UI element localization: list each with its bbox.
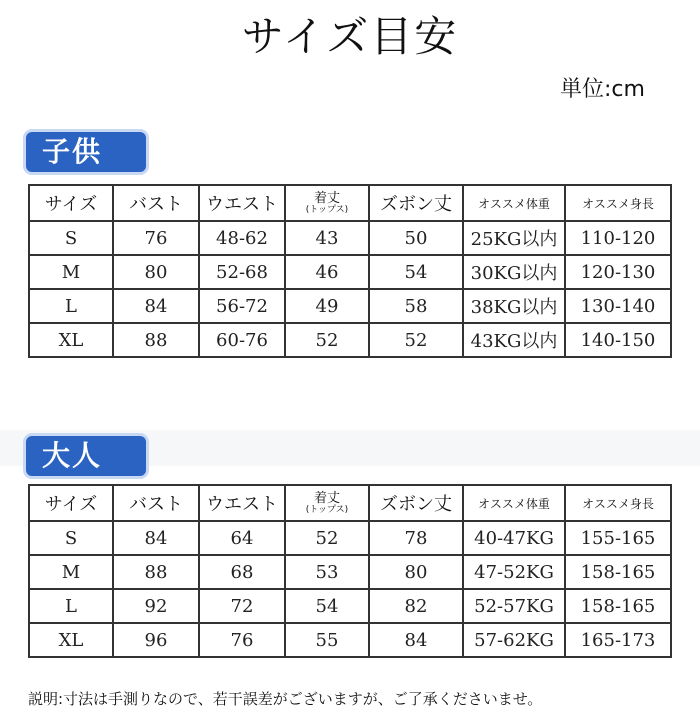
- header-waist: ウエスト: [199, 485, 285, 521]
- cell: 43: [285, 221, 369, 255]
- disclaimer-note: 説明:寸法は手測りなので、若干誤差がございますが、ご了承くださいませ。: [28, 690, 543, 708]
- table-row: [29, 555, 671, 589]
- cell: L: [29, 589, 113, 623]
- header-waist: ウエスト: [199, 185, 285, 221]
- cell: 54: [285, 589, 369, 623]
- cell: 55: [285, 623, 369, 657]
- cell: 52-57KG: [463, 589, 565, 623]
- adults-section-badge: 大人: [26, 436, 146, 476]
- cell: S: [29, 221, 113, 255]
- cell: 88: [113, 323, 199, 357]
- cell: 30KG以内: [463, 255, 565, 289]
- cell: M: [29, 555, 113, 589]
- cell: 40-47KG: [463, 521, 565, 555]
- cell: 53: [285, 555, 369, 589]
- header-height: オススメ身長: [565, 185, 671, 221]
- cell: 52: [285, 521, 369, 555]
- table-row: [29, 521, 671, 555]
- cell: 155-165: [565, 521, 671, 555]
- adults-size-table: [28, 484, 672, 658]
- header-height: オススメ身長: [565, 485, 671, 521]
- cell: 130-140: [565, 289, 671, 323]
- table-row: [29, 221, 671, 255]
- cell: 84: [113, 289, 199, 323]
- table-row: [29, 589, 671, 623]
- table-row: [29, 623, 671, 657]
- cell: 80: [113, 255, 199, 289]
- cell: 72: [199, 589, 285, 623]
- cell: 84: [369, 623, 463, 657]
- kids-size-table: [28, 184, 672, 358]
- cell: 140-150: [565, 323, 671, 357]
- cell: 43KG以内: [463, 323, 565, 357]
- cell: 54: [369, 255, 463, 289]
- cell: 25KG以内: [463, 221, 565, 255]
- table-row: [29, 289, 671, 323]
- cell: 38KG以内: [463, 289, 565, 323]
- cell: 58: [369, 289, 463, 323]
- cell: 52: [285, 323, 369, 357]
- cell: L: [29, 289, 113, 323]
- cell: S: [29, 521, 113, 555]
- table-row: [29, 323, 671, 357]
- cell: 68: [199, 555, 285, 589]
- cell: XL: [29, 623, 113, 657]
- header-bust: バスト: [113, 485, 199, 521]
- cell: 56-72: [199, 289, 285, 323]
- cell: 76: [113, 221, 199, 255]
- cell: 60-76: [199, 323, 285, 357]
- cell: 80: [369, 555, 463, 589]
- cell: XL: [29, 323, 113, 357]
- header-length: 着丈 (トップス): [285, 485, 369, 521]
- cell: 49: [285, 289, 369, 323]
- header-size: サイズ: [29, 485, 113, 521]
- header-pants-length: ズボン丈: [369, 485, 463, 521]
- table-header-row: [29, 185, 671, 221]
- header-pants-length: ズボン丈: [369, 185, 463, 221]
- kids-section-badge: 子供: [26, 132, 146, 172]
- cell: 52-68: [199, 255, 285, 289]
- cell: 120-130: [565, 255, 671, 289]
- cell: 48-62: [199, 221, 285, 255]
- header-size: サイズ: [29, 185, 113, 221]
- cell: 165-173: [565, 623, 671, 657]
- cell: 57-62KG: [463, 623, 565, 657]
- cell: 82: [369, 589, 463, 623]
- cell: 92: [113, 589, 199, 623]
- header-weight: オススメ体重: [463, 485, 565, 521]
- header-weight: オススメ体重: [463, 185, 565, 221]
- page-title: サイズ目安: [241, 12, 459, 61]
- cell: 110-120: [565, 221, 671, 255]
- cell: 78: [369, 521, 463, 555]
- table-row: [29, 255, 671, 289]
- cell: 47-52KG: [463, 555, 565, 589]
- unit-label: 単位:cm: [560, 77, 645, 102]
- cell: 76: [199, 623, 285, 657]
- cell: 84: [113, 521, 199, 555]
- cell: 158-165: [565, 555, 671, 589]
- cell: 158-165: [565, 589, 671, 623]
- cell: 64: [199, 521, 285, 555]
- header-bust: バスト: [113, 185, 199, 221]
- header-length: 着丈 (トップス): [285, 185, 369, 221]
- cell: 52: [369, 323, 463, 357]
- cell: 96: [113, 623, 199, 657]
- cell: 46: [285, 255, 369, 289]
- table-header-row: [29, 485, 671, 521]
- cell: 50: [369, 221, 463, 255]
- cell: M: [29, 255, 113, 289]
- cell: 88: [113, 555, 199, 589]
